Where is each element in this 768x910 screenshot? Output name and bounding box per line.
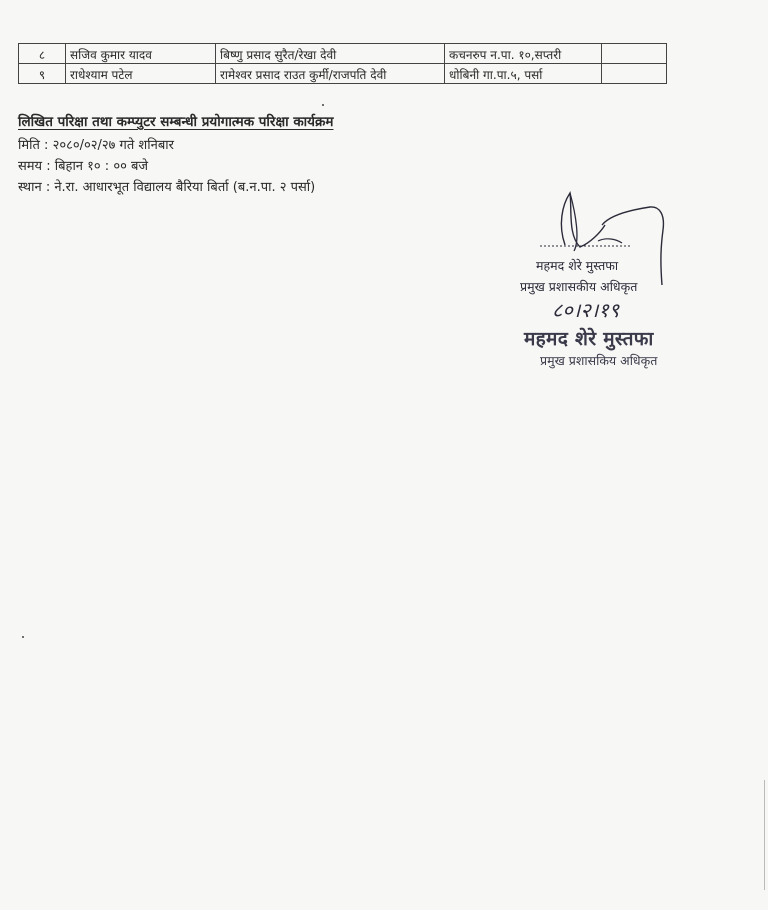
applicant-table [18, 43, 667, 84]
address: धोबिनी गा.पा.५, पर्सा [445, 64, 602, 84]
exam-date: मिति : २०८०/०२/२७ गते शनिबार [18, 138, 174, 153]
parents-name: रामेश्वर प्रसाद राउत कुर्मी/राजपति देवी [216, 64, 445, 84]
ink-speck [22, 636, 24, 638]
exam-time: समय : बिहान १० : ०० बजे [18, 159, 149, 174]
scan-edge-line [764, 780, 765, 890]
stamp-name: महमद शेरे मुस्तफा [524, 328, 654, 350]
signatory-title: प्रमुख प्रशासकीय अधिकृत [520, 279, 638, 294]
handwritten-date: ८०।२।१९ [552, 298, 620, 322]
exam-schedule [18, 112, 333, 197]
stamp-title: प्रमुख प्रशासकिय अधिकृत [540, 353, 658, 368]
exam-venue: स्थान : ने.रा. आधारभूत विद्यालय बैरिया बिर्ता (ब.न.पा. २ पर्सा) [18, 180, 316, 195]
schedule-heading: लिखित परिक्षा तथा कम्प्युटर सम्बन्धी प्रयोगात्मक परिक्षा कार्यक्रम [18, 114, 334, 130]
signatory-name: महमद शेरे मुस्तफा [536, 258, 619, 273]
address: कचनरुप न.पा. १०,सप्तरी [445, 44, 602, 64]
parents-name: बिष्णु प्रसाद सुरैत/रेखा देवी [216, 44, 445, 64]
applicant-name: राधेश्याम पटेल [66, 64, 216, 84]
table-row [19, 64, 667, 84]
ink-speck [322, 104, 324, 106]
remarks [602, 44, 667, 64]
applicant-name: सजिव कुमार यादव [66, 44, 216, 64]
table-row [19, 44, 667, 64]
serial-number: ९ [19, 64, 66, 84]
serial-number: ८ [19, 44, 66, 64]
remarks [602, 64, 667, 84]
signature-block [510, 185, 710, 385]
